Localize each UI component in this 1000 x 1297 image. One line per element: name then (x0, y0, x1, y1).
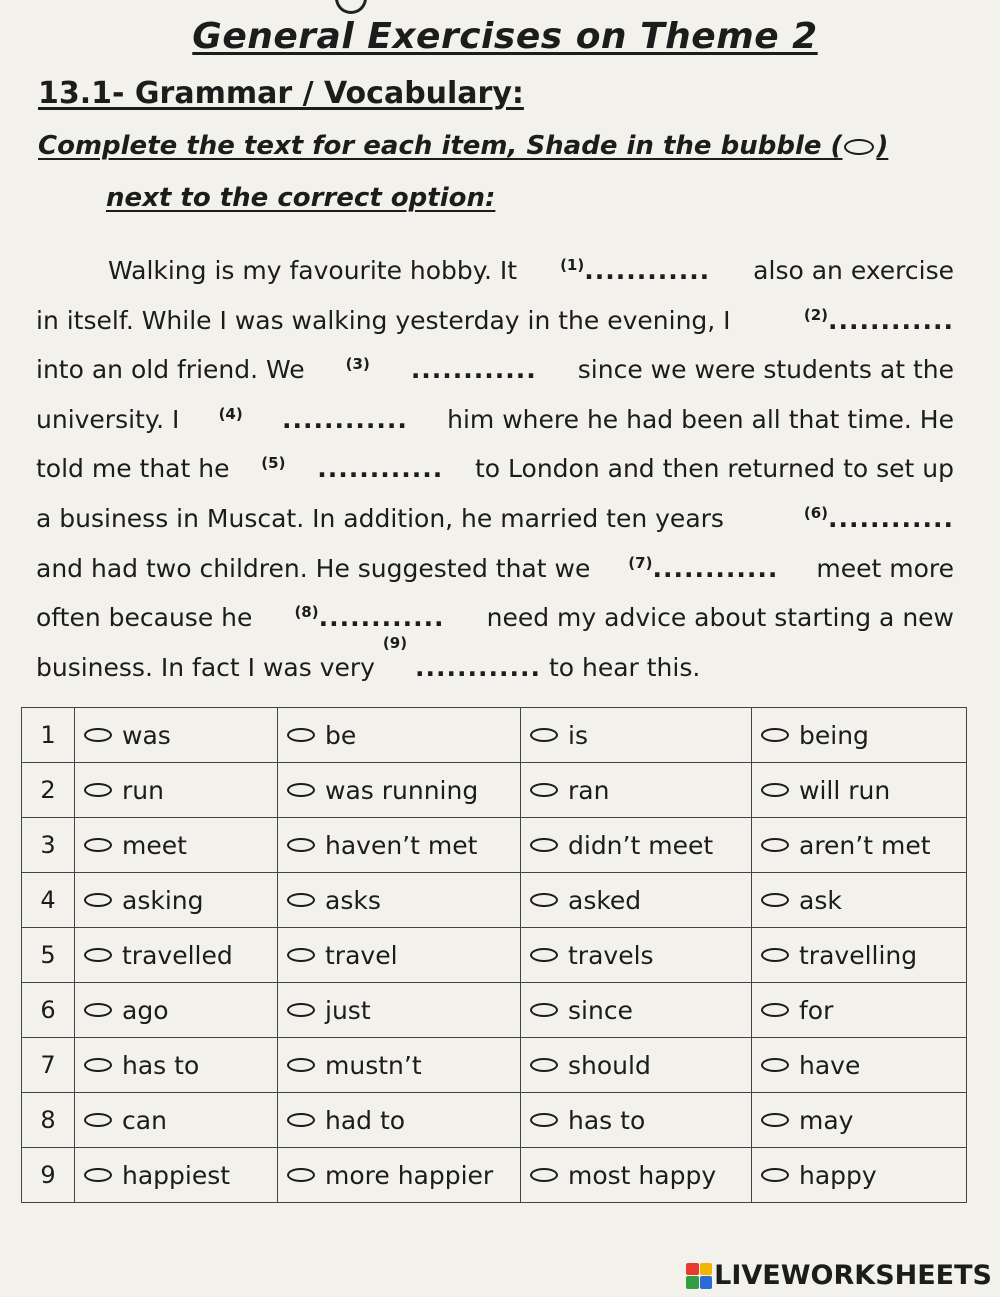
answer-bubble[interactable] (84, 1003, 112, 1017)
answer-bubble[interactable] (761, 1058, 789, 1072)
option-label: was running (325, 775, 479, 805)
option-cell[interactable] (278, 1038, 521, 1093)
option-label: ask (799, 885, 842, 915)
option-cell[interactable] (278, 983, 521, 1038)
option[interactable] (287, 996, 520, 1025)
question-row (22, 1148, 967, 1203)
answer-bubble[interactable] (530, 838, 558, 852)
option-label: be (325, 720, 357, 750)
answer-bubble[interactable] (84, 1113, 112, 1127)
question-number: 6 (22, 983, 75, 1038)
option[interactable] (530, 776, 751, 805)
option[interactable] (530, 996, 751, 1025)
passage-line: in itself. While I was walking yesterday in the evening, I $^{(2)}$............ (36, 305, 954, 335)
option[interactable] (530, 1161, 751, 1190)
option-label: can (122, 1105, 167, 1135)
option-cell[interactable] (278, 928, 521, 983)
option-label: travelled (122, 940, 233, 970)
option-label: have (799, 1050, 861, 1080)
options-table (21, 707, 967, 1203)
option-cell[interactable] (521, 873, 752, 928)
option-label: asks (325, 885, 381, 915)
passage (36, 246, 954, 692)
passage-line: often because he $^{(8)}$............ need my advice about starting a new (36, 603, 954, 633)
answer-bubble[interactable] (287, 728, 315, 742)
question-number: 8 (22, 1093, 75, 1148)
option-label: travels (568, 940, 654, 970)
option[interactable] (761, 1051, 966, 1080)
answer-bubble[interactable] (530, 948, 558, 962)
answer-bubble[interactable] (287, 783, 315, 797)
decorative-mark (335, 0, 367, 14)
option-label: travel (325, 940, 398, 970)
option-cell[interactable] (752, 1038, 967, 1093)
answer-bubble[interactable] (761, 948, 789, 962)
option-label: had to (325, 1105, 406, 1135)
option-label: happiest (122, 1160, 231, 1190)
option[interactable] (530, 1051, 751, 1080)
option-label: has to (568, 1105, 646, 1135)
option[interactable] (761, 886, 966, 915)
option[interactable] (84, 941, 277, 970)
answer-bubble[interactable] (287, 838, 315, 852)
answer-bubble[interactable] (530, 1113, 558, 1127)
option-cell[interactable] (752, 983, 967, 1038)
option-cell[interactable] (278, 1093, 521, 1148)
footer-brand (686, 1260, 992, 1291)
question-row (22, 763, 967, 818)
question-number: 1 (22, 708, 75, 763)
option-label: aren’t met (799, 830, 931, 860)
question-number: 7 (22, 1038, 75, 1093)
option-cell[interactable] (75, 1148, 278, 1203)
option-cell[interactable] (278, 708, 521, 763)
page-title: General Exercises on Theme 2 (192, 16, 818, 57)
option-label: most happy (568, 1160, 717, 1190)
option[interactable] (530, 1106, 751, 1135)
option-label: ran (568, 775, 610, 805)
option-cell[interactable] (521, 1148, 752, 1203)
option-cell[interactable] (521, 1093, 752, 1148)
option[interactable] (761, 776, 966, 805)
option-cell[interactable] (278, 818, 521, 873)
question-row (22, 983, 967, 1038)
instruction-line-1: Complete the text for each item, Shade in the bubble ( ) (38, 131, 889, 161)
logo-square (686, 1276, 699, 1289)
option-cell[interactable] (752, 818, 967, 873)
answer-bubble[interactable] (84, 783, 112, 797)
answer-bubble[interactable] (761, 783, 789, 797)
option-cell[interactable] (75, 873, 278, 928)
option-label: was (122, 720, 171, 750)
option-cell[interactable] (521, 983, 752, 1038)
answer-bubble[interactable] (761, 1003, 789, 1017)
option-cell[interactable] (521, 763, 752, 818)
passage-line: and had two children. He suggested that we $^{(7)}$............ meet more (36, 553, 954, 583)
question-number: 3 (22, 818, 75, 873)
question-row (22, 1093, 967, 1148)
option-cell[interactable] (521, 928, 752, 983)
option-cell[interactable] (75, 983, 278, 1038)
option-label: didn’t meet (568, 830, 714, 860)
passage-line: a business in Muscat. In addition, he married ten years $^{(6)}$............ (36, 503, 954, 533)
passage-line: Walking is my favourite hobby. It $^{(1)}$............ also an exercise (108, 256, 954, 285)
option-label: haven’t met (325, 830, 478, 860)
option-label: since (568, 995, 633, 1025)
option[interactable] (287, 776, 520, 805)
option-label: should (568, 1050, 651, 1080)
passage-line: told me that he $^{(5)}$ ............ to London and then returned to set up (36, 454, 954, 484)
option-cell[interactable] (75, 928, 278, 983)
answer-bubble[interactable] (84, 728, 112, 742)
option[interactable] (530, 721, 751, 750)
option-label: meet (122, 830, 187, 860)
answer-bubble[interactable] (530, 1168, 558, 1182)
bubble-icon (844, 139, 874, 155)
passage-line: university. I $^{(4)}$ ............ him where he had been all that time. He (36, 404, 954, 434)
option-cell[interactable] (752, 1093, 967, 1148)
option-label: mustn’t (325, 1050, 422, 1080)
passage-line: business. In fact I was very (9) ............ to hear this. (36, 633, 701, 682)
passage-line: into an old friend. We $^{(3)}$ ............ since we were students at the (36, 355, 954, 385)
brand-name: LIVEWORKSHEETS (714, 1260, 992, 1291)
option[interactable] (287, 831, 520, 860)
section-heading: 13.1- Grammar / Vocabulary: (38, 76, 524, 111)
option-cell[interactable] (752, 763, 967, 818)
option-label: ago (122, 995, 169, 1025)
answer-bubble[interactable] (84, 838, 112, 852)
option[interactable] (530, 886, 751, 915)
option[interactable] (84, 1161, 277, 1190)
answer-bubble[interactable] (287, 1058, 315, 1072)
question-row (22, 873, 967, 928)
answer-bubble[interactable] (530, 783, 558, 797)
option[interactable] (287, 1106, 520, 1135)
question-row (22, 928, 967, 983)
option[interactable] (287, 1161, 520, 1190)
question-number: 4 (22, 873, 75, 928)
option[interactable] (84, 831, 277, 860)
option-label: asked (568, 885, 642, 915)
question-row (22, 708, 967, 763)
liveworksheets-logo-icon (686, 1263, 712, 1289)
option-cell[interactable] (752, 928, 967, 983)
option-label: will run (799, 775, 891, 805)
option-cell[interactable] (521, 708, 752, 763)
logo-square (700, 1263, 713, 1276)
option-cell[interactable] (75, 1093, 278, 1148)
option[interactable] (761, 1106, 966, 1135)
question-number: 2 (22, 763, 75, 818)
option-label: happy (799, 1160, 877, 1190)
question-row (22, 1038, 967, 1093)
answer-bubble[interactable] (84, 893, 112, 907)
answer-bubble[interactable] (84, 948, 112, 962)
option-cell[interactable] (278, 1148, 521, 1203)
answer-bubble[interactable] (84, 1168, 112, 1182)
option-label: asking (122, 885, 204, 915)
option-label: has to (122, 1050, 200, 1080)
option[interactable] (530, 941, 751, 970)
option[interactable] (761, 831, 966, 860)
option-label: may (799, 1105, 854, 1135)
option[interactable] (84, 886, 277, 915)
option[interactable] (287, 1051, 520, 1080)
logo-square (700, 1276, 713, 1289)
option-label: for (799, 995, 834, 1025)
option-cell[interactable] (75, 708, 278, 763)
option-cell[interactable] (75, 763, 278, 818)
option-cell[interactable] (752, 708, 967, 763)
answer-bubble[interactable] (287, 1113, 315, 1127)
answer-bubble[interactable] (287, 1168, 315, 1182)
answer-bubble[interactable] (761, 728, 789, 742)
option-label: more happier (325, 1160, 494, 1190)
answer-bubble[interactable] (530, 1058, 558, 1072)
logo-square (686, 1263, 699, 1276)
answer-bubble[interactable] (761, 838, 789, 852)
option[interactable] (84, 1051, 277, 1080)
option-label: just (325, 995, 371, 1025)
option-cell[interactable] (521, 1038, 752, 1093)
option[interactable] (530, 831, 751, 860)
answer-bubble[interactable] (287, 948, 315, 962)
option[interactable] (761, 1161, 966, 1190)
option-label: is (568, 720, 588, 750)
option-cell[interactable] (752, 873, 967, 928)
option[interactable] (287, 941, 520, 970)
answer-bubble[interactable] (287, 893, 315, 907)
option-cell[interactable] (521, 818, 752, 873)
answer-bubble[interactable] (761, 1168, 789, 1182)
question-row (22, 818, 967, 873)
option-cell[interactable] (278, 873, 521, 928)
answer-bubble[interactable] (761, 1113, 789, 1127)
answer-bubble[interactable] (530, 728, 558, 742)
option-cell[interactable] (752, 1148, 967, 1203)
option[interactable] (84, 776, 277, 805)
instruction-line-2: next to the correct option: (106, 183, 496, 213)
option[interactable] (84, 721, 277, 750)
option[interactable] (761, 721, 966, 750)
option-cell[interactable] (75, 1038, 278, 1093)
option[interactable] (287, 886, 520, 915)
answer-bubble[interactable] (84, 1058, 112, 1072)
answer-bubble[interactable] (287, 1003, 315, 1017)
option-cell[interactable] (75, 818, 278, 873)
option-label: being (799, 720, 869, 750)
option[interactable] (84, 996, 277, 1025)
option[interactable] (287, 721, 520, 750)
answer-bubble[interactable] (761, 893, 789, 907)
option-label: run (122, 775, 164, 805)
option[interactable] (84, 1106, 277, 1135)
option-cell[interactable] (278, 763, 521, 818)
option[interactable] (761, 996, 966, 1025)
option-label: travelling (799, 940, 918, 970)
question-number: 5 (22, 928, 75, 983)
question-number: 9 (22, 1148, 75, 1203)
answer-bubble[interactable] (530, 893, 558, 907)
answer-bubble[interactable] (530, 1003, 558, 1017)
option[interactable] (761, 941, 966, 970)
